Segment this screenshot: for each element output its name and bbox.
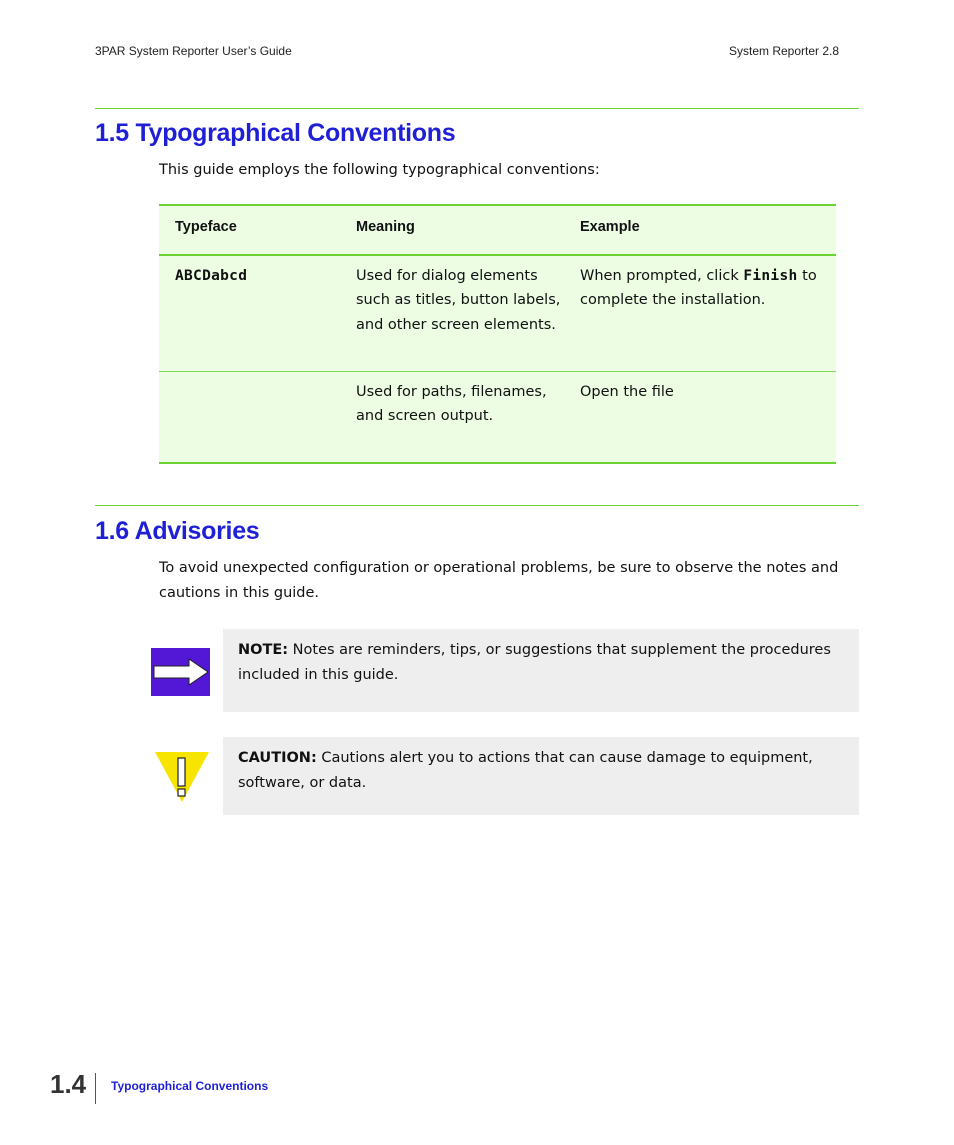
section-divider	[95, 108, 859, 109]
warning-exclamation-icon	[154, 752, 210, 804]
section-heading-1-5: 1.5 Typographical Conventions	[95, 119, 456, 147]
running-header-left: 3PAR System Reporter User’s Guide	[95, 44, 292, 58]
page-number: 1.4	[50, 1069, 87, 1099]
note-label: NOTE:	[238, 642, 289, 658]
section-intro-1-6: To avoid unexpected configuration or operational problems, be sure to observe the notes and cautions in this guide.	[159, 560, 839, 601]
table-row	[159, 371, 836, 463]
caution-text: CAUTION: Cautions alert you to actions that can cause damage to equipment, software, or data.	[238, 750, 813, 791]
typeface-cell	[159, 371, 340, 463]
meaning-cell: Used for dialog elements such as titles, button labels, and other screen elements.	[340, 255, 564, 372]
typeface-sample: ABCDabcd	[175, 267, 248, 284]
column-header-typeface: Typeface	[175, 219, 237, 235]
note-text: NOTE: Notes are reminders, tips, or suggestions that supplement the procedures included in this guide.	[238, 642, 831, 683]
footer-divider	[95, 1073, 96, 1104]
column-header-example: Example	[580, 219, 640, 235]
footer-section-title: Typographical Conventions	[111, 1079, 269, 1093]
section-intro-1-5: This guide employs the following typographical conventions:	[159, 162, 600, 178]
finish-label: Finish	[743, 267, 798, 284]
note-box	[223, 629, 859, 712]
example-cell: When prompted, click Finish to complete the installation.	[564, 255, 836, 372]
caution-box	[223, 737, 859, 815]
example-cell: Open the file	[580, 383, 674, 400]
meaning-cell: Used for paths, filenames, and screen output.	[356, 383, 547, 424]
running-header-right: System Reporter 2.8	[729, 44, 840, 58]
caution-label: CAUTION:	[238, 750, 317, 766]
arrow-right-icon	[151, 648, 210, 696]
table-header-row	[159, 205, 836, 255]
section-divider	[95, 505, 859, 506]
conventions-table	[159, 204, 836, 464]
table-row	[159, 255, 836, 372]
typeface-cell	[159, 255, 340, 372]
column-header-meaning: Meaning	[356, 219, 415, 235]
section-heading-1-6: 1.6 Advisories	[95, 517, 260, 545]
